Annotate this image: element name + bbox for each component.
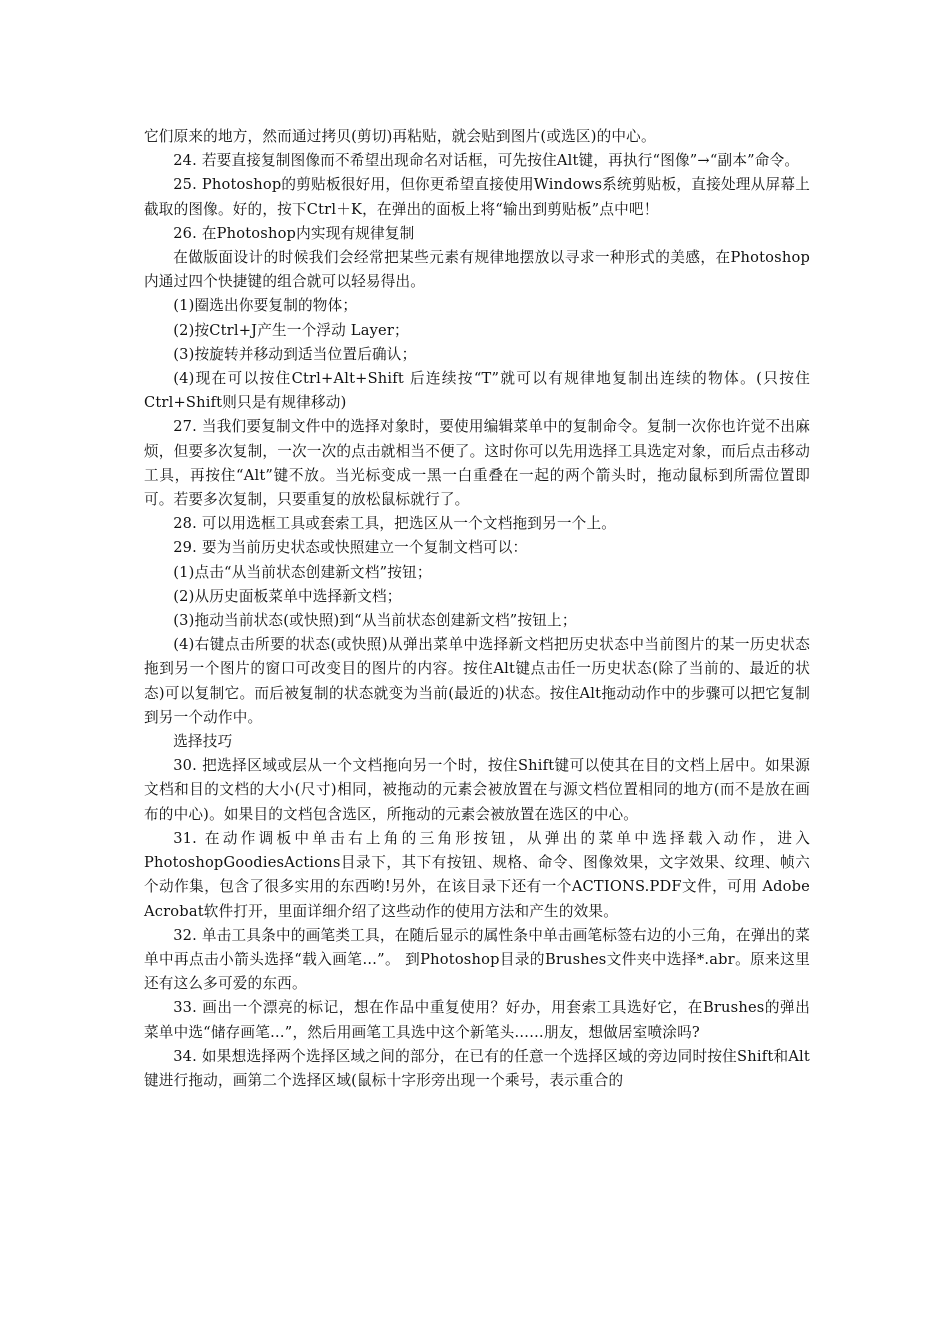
- list-item: (1)点击“从当前状态创建新文档”按钮；: [173, 563, 432, 581]
- paragraph: 在做版面设计的时候我们会经常把某些元素有规律地摆放以寻求一种形式的美感，在Photoshop内通过四个快捷键的组合就可以轻易得出。: [144, 249, 810, 291]
- paragraph: 28. 可以用选框工具或套索工具，把选区从一个文档拖到另一个上。: [173, 515, 617, 533]
- list-item: (3)按旋转并移动到适当位置后确认；: [173, 345, 417, 363]
- paragraph: 32. 单击工具条中的画笔类工具，在随后显示的属性条中单击画笔标签右边的小三角，在弹出的菜单中再点击小箭头选择“载入画笔…”。 到Photoshop目录的Brushes文件夹中选择*.abr。原来这里还有这么多可爱的东西。: [144, 926, 810, 993]
- paragraph: 30. 把选择区域或层从一个文档拖向另一个时，按住Shift键可以使其在目的文档上居中。如果源文档和目的文档的大小(尺寸)相同，被拖动的元素会被放置在与源文档位置相同的地方(而不是放在画布的中心)。如果目的文档包含选区，所拖动的元素会被放置在选区的中心。: [144, 757, 810, 823]
- list-item: (2)从历史面板菜单中选择新文档；: [173, 587, 402, 605]
- paragraph: 27. 当我们要复制文件中的选择对象时，要使用编辑菜单中的复制命令。复制一次你也许觉不出麻烦，但要多次复制，一次一次的点击就相当不便了。这时你可以先用选择工具选定对象，而后点击移动工具，再按住“Alt”键不放。当光标变成一黑一白重叠在一起的两个箭头时，拖动鼠标到所需位置即可。若要多次复制，只要重复的放松鼠标就行了。: [144, 418, 810, 509]
- section-heading: 选择技巧: [173, 733, 233, 751]
- paragraph: 34. 如果想选择两个选择区域之间的部分，在已有的任意一个选择区域的旁边同时按住Shift和Alt键进行拖动，画第二个选择区域(鼠标十字形旁出现一个乘号，表示重合的: [144, 1047, 810, 1089]
- list-item: (4)现在可以按住Ctrl+Alt+Shift 后连续按“T”就可以有规律地复制出连续的物体。(只按住Ctrl+Shift则只是有规律移动): [144, 370, 810, 412]
- paragraph: 29. 要为当前历史状态或快照建立一个复制文档可以：: [173, 539, 528, 557]
- document-page: [144, 125, 810, 1093]
- paragraph: 33. 画出一个漂亮的标记，想在作品中重复使用？好办，用套索工具选好它，在Brushes的弹出菜单中选“储存画笔…”，然后用画笔工具选中这个新笔头……朋友，想做居室喷涂吗?: [144, 999, 810, 1041]
- paragraph: 24. 若要直接复制图像而不希望出现命名对话框，可先按住Alt键，再执行“图像”→“副本”命令。: [173, 152, 800, 170]
- paragraph: 25. Photoshop的剪贴板很好用，但你更希望直接使用Windows系统剪贴板，直接处理从屏幕上截取的图像。好的，按下Ctrl＋K，在弹出的面板上将“输出到剪贴板”点中吧！: [144, 176, 810, 218]
- list-item: (1)圈选出你要复制的物体；: [173, 297, 358, 315]
- list-item: (3)拖动当前状态(或快照)到“从当前状态创建新文档”按钮上；: [173, 612, 577, 630]
- list-item: (2)按Ctrl+J产生一个浮动 Layer；: [173, 321, 409, 339]
- section-heading: 26. 在Photoshop内实现有规律复制: [173, 224, 415, 242]
- list-item: (4)右键点击所要的状态(或快照)从弹出菜单中选择新文档把历史状态中当前图片的某一历史状态拖到另一个图片的窗口可改变目的图片的内容。按住Alt键点击任一历史状态(除了当前的、最近的状态)可以复制它。而后被复制的状态就变为当前(最近的)状态。按住Alt拖动动作中的步骤可以把它复制到另一个动作中。: [144, 636, 810, 726]
- paragraph: 31. 在动作调板中单击右上角的三角形按钮，从弹出的菜单中选择载入动作，进入PhotoshopGoodiesActions目录下，其下有按钮、规格、命令、图像效果，文字效果、纹理、帧六个动作集，包含了很多实用的东西哟!另外，在该目录下还有一个ACTIONS.PDF文件，可用 Adobe Acrobat软件打开，里面详细介绍了这些动作的使用方法和产生的效果。: [144, 829, 810, 920]
- paragraph: 它们原来的地方，然而通过拷贝(剪切)再粘贴，就会贴到图片(或选区)的中心。: [144, 128, 656, 145]
